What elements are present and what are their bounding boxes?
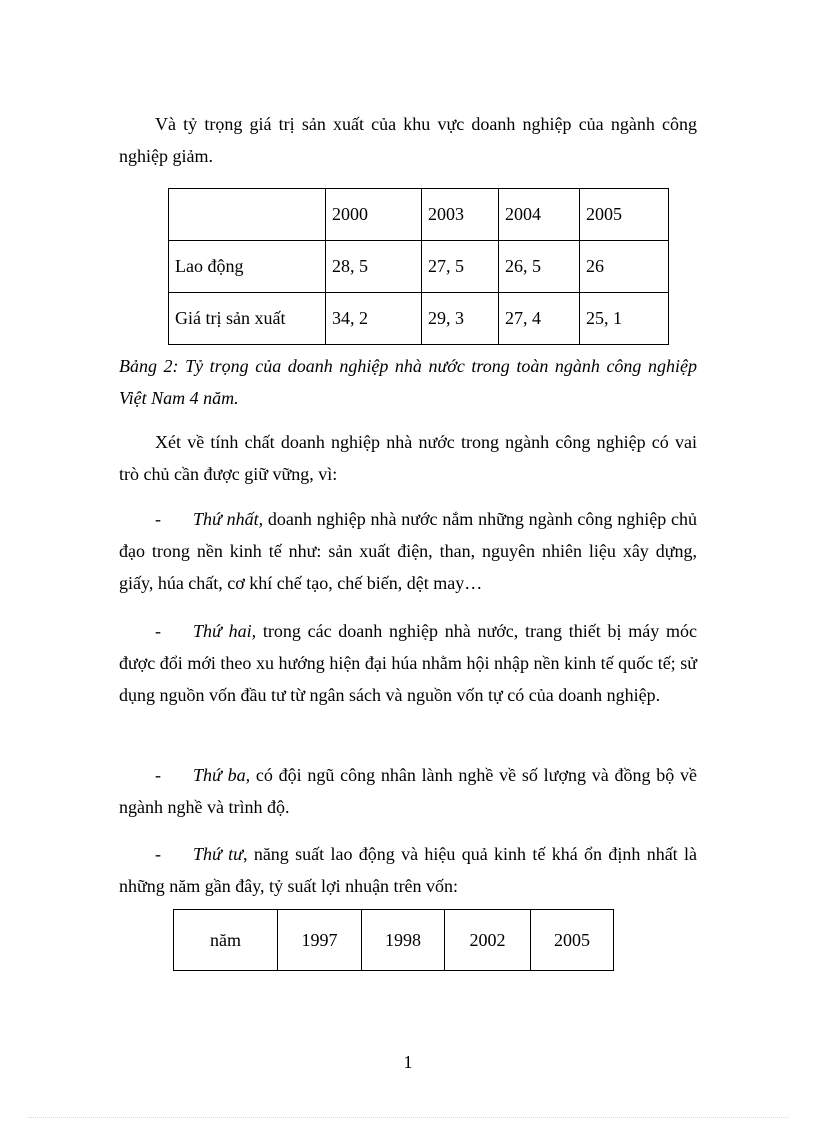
table-cell: 2000 (326, 189, 422, 241)
table-cell: 26 (580, 241, 669, 293)
table-cell: 2002 (445, 910, 531, 971)
table-cell (169, 189, 326, 241)
intro-paragraph: Và tỷ trọng giá trị sản xuất của khu vực doanh nghiệp của ngành công nghiệp giảm. (119, 114, 697, 166)
bullet-lead: Thứ ba, (193, 765, 251, 785)
page-number: 1 (403, 1052, 413, 1072)
bullet-item (119, 503, 697, 599)
bullet-dash: - (155, 844, 161, 864)
bullet-text: , năng suất lao động và hiệu quả kinh tế khá ổn định nhất là những năm gần đây, tỷ suất lợi nhuận trên vốn: (119, 844, 697, 896)
table-cell: 1998 (362, 910, 445, 971)
bullet-item (119, 838, 697, 902)
table-header-row (169, 189, 669, 241)
body-paragraph: Xét về tính chất doanh nghiệp nhà nước trong ngành công nghiệp có vai trò chủ cần được giữ vững, vì: (119, 432, 697, 484)
table-cell: 1997 (278, 910, 362, 971)
table-caption: Bảng 2: Tỷ trọng của doanh nghiệp nhà nước trong toàn ngành công nghiệp Việt Nam 4 năm. (119, 356, 697, 408)
table-cell: 28, 5 (326, 241, 422, 293)
bullet-text: doanh nghiệp nhà nước nắm những ngành công nghiệp chủ đạo trong nền kinh tế như: sản xuất điện, than, nguyên nhiên liệu xây dựng, giấy, húa chất, cơ khí chế tạo, chế biến, dệt may… (119, 509, 697, 593)
profit-rate-table (173, 909, 614, 971)
table-row (169, 293, 669, 345)
enterprise-share-table (168, 188, 669, 345)
table-cell: 26, 5 (499, 241, 580, 293)
table-cell: 27, 5 (422, 241, 499, 293)
bullet-dash: - (155, 509, 161, 529)
bullet-item (119, 759, 697, 823)
table-cell: 2005 (531, 910, 614, 971)
bullet-lead: Thứ nhất, (193, 509, 264, 529)
table-cell: 2004 (499, 189, 580, 241)
table-cell: Lao động (169, 241, 326, 293)
table-cell: Giá trị sản xuất (169, 293, 326, 345)
bullet-dash: - (155, 765, 161, 785)
bullet-text: trong các doanh nghiệp nhà nước, trang thiết bị máy móc được đổi mới theo xu hướng hiện đại húa nhằm hội nhập nền kinh tế quốc tế; sử dụng nguồn vốn đầu tư từ ngân sách và nguồn vốn tự có của doanh nghiệp. (119, 621, 697, 705)
table-cell: 34, 2 (326, 293, 422, 345)
table-cell: 25, 1 (580, 293, 669, 345)
bullet-lead: Thứ hai, (193, 621, 257, 641)
table-row (169, 241, 669, 293)
bullet-item (119, 615, 697, 711)
table-header-row (174, 910, 614, 971)
table-cell: 2005 (580, 189, 669, 241)
bullet-dash: - (155, 621, 161, 641)
table-cell: 27, 4 (499, 293, 580, 345)
page-divider (28, 1117, 788, 1118)
bullet-text: có đội ngũ công nhân lành nghề về số lượng và đồng bộ về ngành nghề và trình độ. (119, 765, 697, 817)
table-cell: 2003 (422, 189, 499, 241)
table-cell: 29, 3 (422, 293, 499, 345)
bullet-lead: Thứ tư (193, 844, 243, 864)
table-cell: năm (174, 910, 278, 971)
